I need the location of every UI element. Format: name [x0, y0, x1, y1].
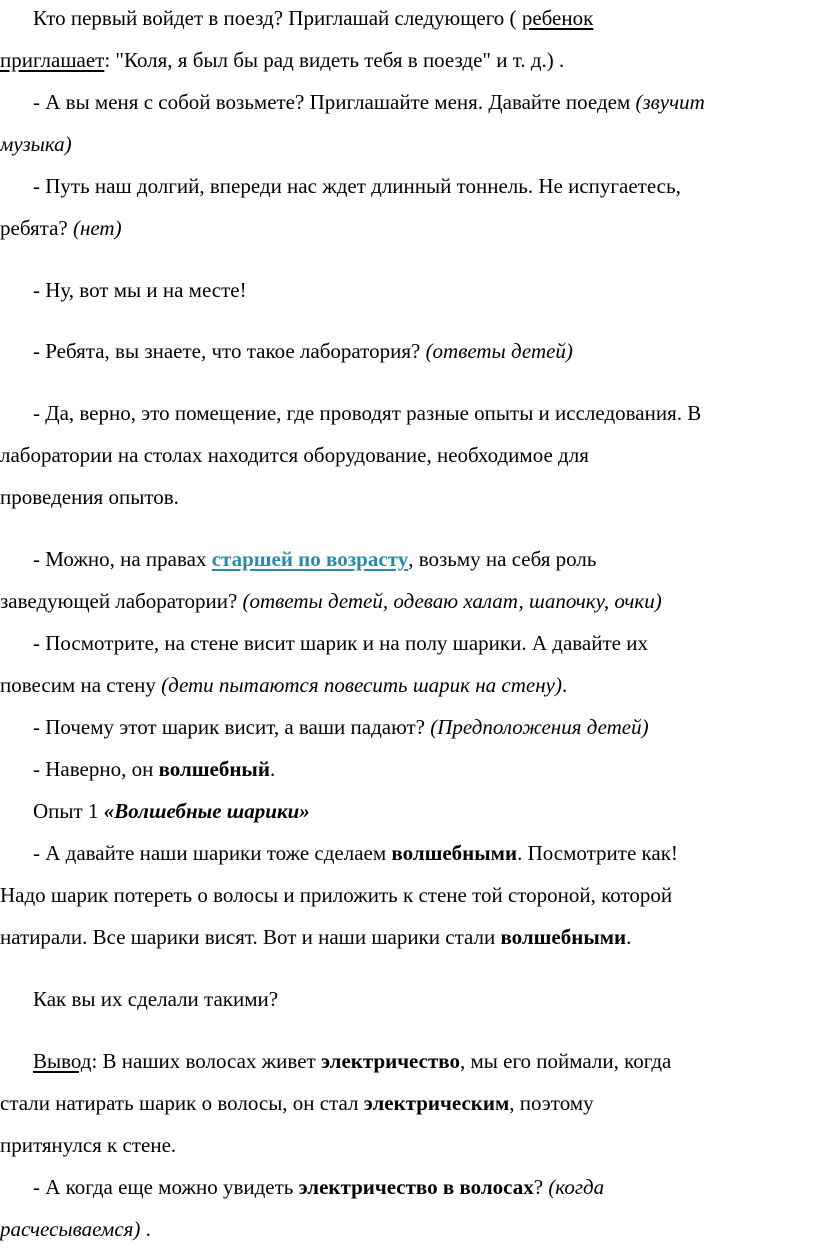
- line-3: - А вы меня с собой возьмете? Приглашайте меня. Давайте поедем (звучит: [33, 90, 705, 114]
- conclusion-line: Вывод: В наших волосах живет электричество, мы его поймали, когда: [33, 1049, 672, 1073]
- line-20: Надо шарик потереть о волосы и приложить к стене той стороной, которой: [0, 883, 673, 907]
- line-17: - Наверно, он волшебный.: [33, 757, 276, 781]
- line-21: натирали. Все шарики висят. Вот и наши шарики стали волшебными.: [0, 925, 632, 949]
- line-25: притянулся к стене.: [0, 1133, 177, 1157]
- line-8: - Ребята, вы знаете, что такое лаборатория? (ответы детей): [33, 339, 573, 363]
- line-9: - Да, верно, это помещение, где проводят разные опыты и исследования. В: [33, 401, 702, 425]
- line-15: повесим на стену (дети пытаются повесить шарик на стену).: [0, 673, 568, 697]
- line-7: - Ну, вот мы и на месте!: [33, 278, 247, 302]
- line-10: лаборатории на столах находится оборудование, необходимое для: [0, 443, 589, 467]
- line-13: заведующей лаборатории? (ответы детей, одеваю халат, шапочку, очки): [0, 589, 662, 613]
- line-26: - А когда еще можно увидеть электричество в волосах? (когда: [33, 1175, 605, 1199]
- line-12: - Можно, на правах старшей по возрасту, возьму на себя роль: [33, 547, 597, 571]
- line-2: приглашает: "Коля, я был бы рад видеть тебя в поезде" и т. д.) .: [0, 48, 565, 72]
- line-4: музыка): [0, 132, 72, 156]
- line-24: стали натирать шарик о волосы, он стал электрическим, поэтому: [0, 1091, 594, 1115]
- line-6: ребята? (нет): [0, 216, 122, 240]
- link-older-by-age[interactable]: старшей по возрасту: [211, 547, 409, 571]
- line-1: Кто первый войдет в поезд? Приглашай следующего ( ребенок: [33, 6, 594, 30]
- line-16: - Почему этот шарик висит, а ваши падают? (Предположения детей): [33, 715, 649, 739]
- line-19: - А давайте наши шарики тоже сделаем волшебными. Посмотрите как!: [33, 841, 678, 865]
- line-5: - Путь наш долгий, впереди нас ждет длинный тоннель. Не испугаетесь,: [33, 174, 681, 198]
- line-22: Как вы их сделали такими?: [33, 987, 279, 1011]
- experiment-title: Опыт 1 «Волшебные шарики»: [33, 799, 310, 823]
- line-14: - Посмотрите, на стене висит шарик и на полу шарики. А давайте их: [33, 631, 648, 655]
- line-11: проведения опытов.: [0, 485, 179, 509]
- line-27: расчесываемся) .: [0, 1217, 151, 1241]
